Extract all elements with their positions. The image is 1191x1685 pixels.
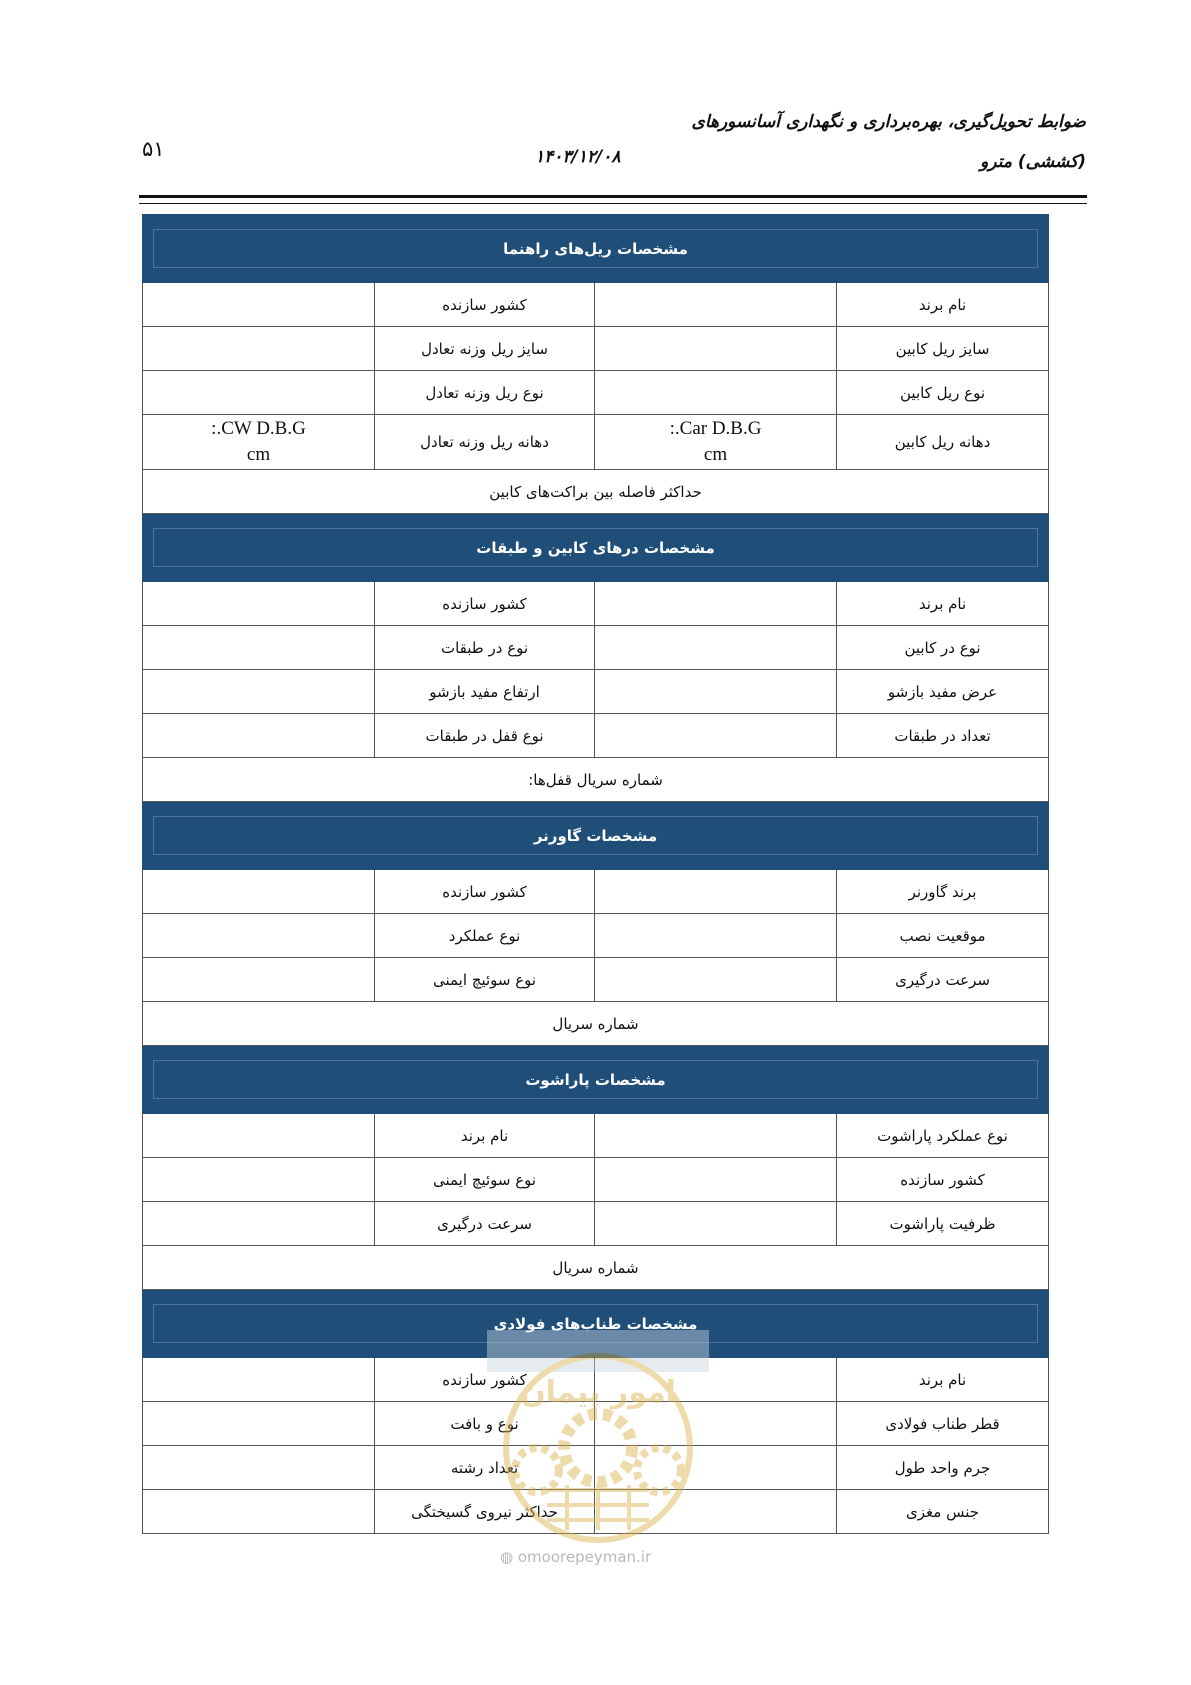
label-cell: نوع ریل کابین xyxy=(837,371,1049,415)
watermark-site-text: omoorepeyman.ir xyxy=(517,1548,652,1566)
watermark-site xyxy=(500,1548,651,1566)
table-row xyxy=(143,1402,1049,1446)
full-width-field[interactable]: شماره سریال xyxy=(143,1246,1049,1290)
value-cell[interactable] xyxy=(595,1402,837,1446)
value-cell[interactable] xyxy=(143,914,375,958)
cw-dbg-unit: cm xyxy=(246,444,271,465)
value-cell[interactable] xyxy=(595,1202,837,1246)
value-cell[interactable] xyxy=(595,582,837,626)
value-cell[interactable] xyxy=(595,958,837,1002)
value-cell[interactable] xyxy=(595,1446,837,1490)
value-cell[interactable] xyxy=(143,1446,375,1490)
value-cell[interactable] xyxy=(595,626,837,670)
value-cell[interactable] xyxy=(143,1402,375,1446)
label-cell: نوع ریل وزنه تعادل xyxy=(375,371,595,415)
table-row xyxy=(143,470,1049,514)
car-dbg-cell[interactable] xyxy=(595,415,837,470)
table-row xyxy=(143,1446,1049,1490)
label-cell: موقعیت نصب xyxy=(837,914,1049,958)
value-cell[interactable] xyxy=(595,870,837,914)
label-cell: نوع در کابین xyxy=(837,626,1049,670)
label-cell: ظرفیت پاراشوت xyxy=(837,1202,1049,1246)
value-cell[interactable] xyxy=(595,714,837,758)
label-cell: نام برند xyxy=(837,283,1049,327)
full-width-field[interactable]: شماره سریال xyxy=(143,1002,1049,1046)
car-dbg-unit: cm xyxy=(703,444,728,465)
label-cell: کشور سازنده xyxy=(375,870,595,914)
table-row xyxy=(143,1114,1049,1158)
label-cell: نوع سوئیچ ایمنی xyxy=(375,1158,595,1202)
table-row xyxy=(143,1202,1049,1246)
value-cell[interactable] xyxy=(595,283,837,327)
label-cell: نوع و بافت xyxy=(375,1402,595,1446)
table-row xyxy=(143,283,1049,327)
table-row xyxy=(143,415,1049,470)
value-cell[interactable] xyxy=(143,1158,375,1202)
table-row xyxy=(143,327,1049,371)
table-row xyxy=(143,1490,1049,1534)
label-cell: نوع در طبقات xyxy=(375,626,595,670)
label-cell: تعداد رشته xyxy=(375,1446,595,1490)
value-cell[interactable] xyxy=(595,1158,837,1202)
table-row xyxy=(143,626,1049,670)
header-rule-thick xyxy=(139,195,1087,198)
label-cell: سایز ریل کابین xyxy=(837,327,1049,371)
label-cell: قطر طناب فولادی xyxy=(837,1402,1049,1446)
table-row xyxy=(143,714,1049,758)
cw-dbg-label: CW D.B.G.: xyxy=(211,418,306,439)
label-cell: جنس مغزی xyxy=(837,1490,1049,1534)
label-cell: دهانه ریل کابین xyxy=(837,415,1049,470)
label-cell: نوع عملکرد xyxy=(375,914,595,958)
table-row xyxy=(143,670,1049,714)
label-cell: نام برند xyxy=(837,582,1049,626)
value-cell[interactable] xyxy=(143,870,375,914)
section-header-row xyxy=(143,802,1049,870)
value-cell[interactable] xyxy=(143,582,375,626)
full-width-field[interactable]: حداکثر فاصله بین براکت‌های کابین xyxy=(143,470,1049,514)
document-date: ۱۴۰۳/۱۲/۰۸ xyxy=(535,147,621,167)
section-header-row xyxy=(143,1290,1049,1358)
label-cell: برند گاورنر xyxy=(837,870,1049,914)
table-row xyxy=(143,870,1049,914)
section-title-guide-rails: مشخصات ریل‌های راهنما xyxy=(153,229,1038,268)
section-header-row xyxy=(143,215,1049,283)
header-rule-thin xyxy=(139,203,1087,204)
table-row xyxy=(143,1246,1049,1290)
table-row xyxy=(143,914,1049,958)
section-title-doors: مشخصات درهای کابین و طبقات xyxy=(153,528,1038,567)
value-cell[interactable] xyxy=(143,1202,375,1246)
table-row xyxy=(143,1358,1049,1402)
document-title: ضوابط تحویل‌گیری، بهره‌برداری و نگهداری آسانسورهای xyxy=(691,112,1086,132)
label-cell: ارتفاع مفید بازشو xyxy=(375,670,595,714)
value-cell[interactable] xyxy=(143,283,375,327)
label-cell: کشور سازنده xyxy=(837,1158,1049,1202)
value-cell[interactable] xyxy=(595,914,837,958)
section-title-safety-gear: مشخصات پاراشوت xyxy=(153,1060,1038,1099)
value-cell[interactable] xyxy=(143,371,375,415)
value-cell[interactable] xyxy=(143,1114,375,1158)
label-cell: سایز ریل وزنه تعادل xyxy=(375,327,595,371)
label-cell: کشور سازنده xyxy=(375,1358,595,1402)
value-cell[interactable] xyxy=(595,1490,837,1534)
globe-icon: ◍ xyxy=(500,1548,514,1566)
value-cell[interactable] xyxy=(143,1490,375,1534)
table-row xyxy=(143,1158,1049,1202)
value-cell[interactable] xyxy=(595,670,837,714)
label-cell: نام برند xyxy=(837,1358,1049,1402)
value-cell[interactable] xyxy=(595,1358,837,1402)
label-cell: کشور سازنده xyxy=(375,582,595,626)
label-cell: کشور سازنده xyxy=(375,283,595,327)
section-title-governor: مشخصات گاورنر xyxy=(153,816,1038,855)
label-cell: نام برند xyxy=(375,1114,595,1158)
table-row xyxy=(143,1002,1049,1046)
label-cell: نوع سوئیچ ایمنی xyxy=(375,958,595,1002)
label-cell: سرعت درگیری xyxy=(837,958,1049,1002)
label-cell: نوع قفل در طبقات xyxy=(375,714,595,758)
table-row xyxy=(143,582,1049,626)
car-dbg-label: Car D.B.G.: xyxy=(669,418,762,439)
value-cell[interactable] xyxy=(143,626,375,670)
label-cell: جرم واحد طول xyxy=(837,1446,1049,1490)
full-width-field[interactable]: شماره سریال قفل‌ها: xyxy=(143,758,1049,802)
section-header-row xyxy=(143,1046,1049,1114)
label-cell: تعداد در طبقات xyxy=(837,714,1049,758)
table-row xyxy=(143,371,1049,415)
watermark-logo-text: امور پیمان xyxy=(520,1375,676,1410)
value-cell[interactable] xyxy=(143,714,375,758)
label-cell: حداکثر نیروی گسیختگی xyxy=(375,1490,595,1534)
label-cell: عرض مفید بازشو xyxy=(837,670,1049,714)
value-cell[interactable] xyxy=(143,670,375,714)
cw-dbg-cell[interactable] xyxy=(143,415,375,470)
page-number: ۵۱ xyxy=(142,137,165,161)
table-row xyxy=(143,958,1049,1002)
section-title-ropes: مشخصات طناب‌های فولادی xyxy=(153,1304,1038,1343)
value-cell[interactable] xyxy=(595,1114,837,1158)
value-cell[interactable] xyxy=(143,327,375,371)
document-subtitle: (کششی) مترو xyxy=(980,152,1086,172)
label-cell: سرعت درگیری xyxy=(375,1202,595,1246)
value-cell[interactable] xyxy=(595,371,837,415)
specifications-table xyxy=(142,214,1049,1534)
table-row xyxy=(143,758,1049,802)
section-header-row xyxy=(143,514,1049,582)
value-cell[interactable] xyxy=(143,958,375,1002)
label-cell: دهانه ریل وزنه تعادل xyxy=(375,415,595,470)
value-cell[interactable] xyxy=(143,1358,375,1402)
label-cell: نوع عملکرد پاراشوت xyxy=(837,1114,1049,1158)
value-cell[interactable] xyxy=(595,327,837,371)
